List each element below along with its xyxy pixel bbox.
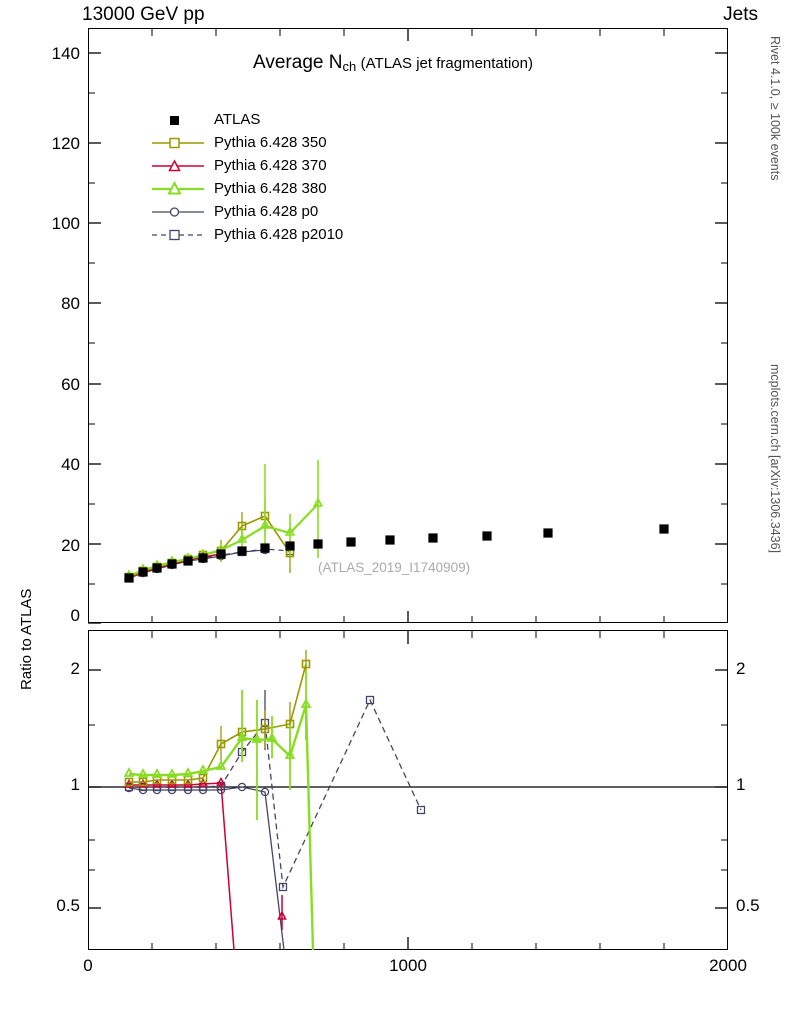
legend-key-open-triangle-red bbox=[150, 157, 206, 175]
legend-key-filled-square bbox=[150, 111, 206, 129]
plot-title-main: Average N bbox=[253, 52, 343, 73]
header-category-label: Jets bbox=[723, 4, 758, 25]
y-tick-label-0: 0 bbox=[70, 606, 80, 625]
legend-key-open-square-olive bbox=[150, 134, 206, 152]
legend-item bbox=[150, 223, 343, 246]
ratio-y-tick-label-05-right: 0.5 bbox=[736, 896, 760, 915]
y-tick-label-80: 80 bbox=[61, 294, 80, 313]
y-tick-label-100: 100 bbox=[51, 214, 80, 233]
ratio-y-tick-label-1-left: 1 bbox=[70, 775, 80, 794]
legend-label: Pythia 6.428 370 bbox=[214, 157, 327, 174]
x-tick-label-1000: 1000 bbox=[389, 956, 427, 975]
legend-item bbox=[150, 154, 343, 177]
ratio-y-tick-label-2-right: 2 bbox=[736, 659, 746, 678]
x-tick-label-2000: 2000 bbox=[709, 956, 747, 975]
legend-item bbox=[150, 131, 343, 154]
legend-key-open-square-grey-dashed bbox=[150, 226, 206, 244]
legend-label: Pythia 6.428 p0 bbox=[214, 203, 319, 220]
plot-title-paren: (ATLAS jet fragmentation) bbox=[360, 55, 533, 72]
x-tick-label-0: 0 bbox=[83, 956, 93, 975]
legend-item bbox=[150, 177, 343, 200]
y-tick-label-120: 120 bbox=[51, 134, 80, 153]
legend-item bbox=[150, 108, 343, 131]
plot-title-subscript: ch bbox=[342, 59, 357, 74]
legend-key-open-triangle-green bbox=[150, 180, 206, 198]
legend bbox=[150, 108, 343, 246]
y-tick-label-140: 140 bbox=[51, 44, 80, 63]
y-tick-label-40: 40 bbox=[61, 455, 80, 474]
y-tick-label-20: 20 bbox=[61, 536, 80, 555]
rivet-version-caption: Rivet 4.1.0, ≥ 100k events bbox=[768, 36, 782, 181]
ratio-y-tick-label-05-left: 0.5 bbox=[56, 896, 80, 915]
y-tick-label-60: 60 bbox=[61, 375, 80, 394]
legend-item bbox=[150, 200, 343, 223]
ratio-axis-label: Ratio to ATLAS bbox=[18, 588, 35, 690]
analysis-id-watermark: (ATLAS_2019_I1740909) bbox=[318, 560, 471, 575]
legend-key-open-circle-grey bbox=[150, 203, 206, 221]
legend-label: Pythia 6.428 380 bbox=[214, 180, 327, 197]
header-beam-label: 13000 GeV pp bbox=[82, 4, 205, 25]
ratio-plot-svg bbox=[88, 630, 728, 951]
legend-label: Pythia 6.428 350 bbox=[214, 134, 327, 151]
legend-label: Pythia 6.428 p2010 bbox=[214, 226, 344, 243]
ratio-y-tick-label-2-left: 2 bbox=[70, 659, 80, 678]
legend-label: ATLAS bbox=[214, 111, 261, 128]
mcplots-source-caption: mcplots.cern.ch [arXiv:1306.3436] bbox=[768, 364, 782, 553]
ratio-y-tick-label-1-right: 1 bbox=[736, 775, 746, 794]
